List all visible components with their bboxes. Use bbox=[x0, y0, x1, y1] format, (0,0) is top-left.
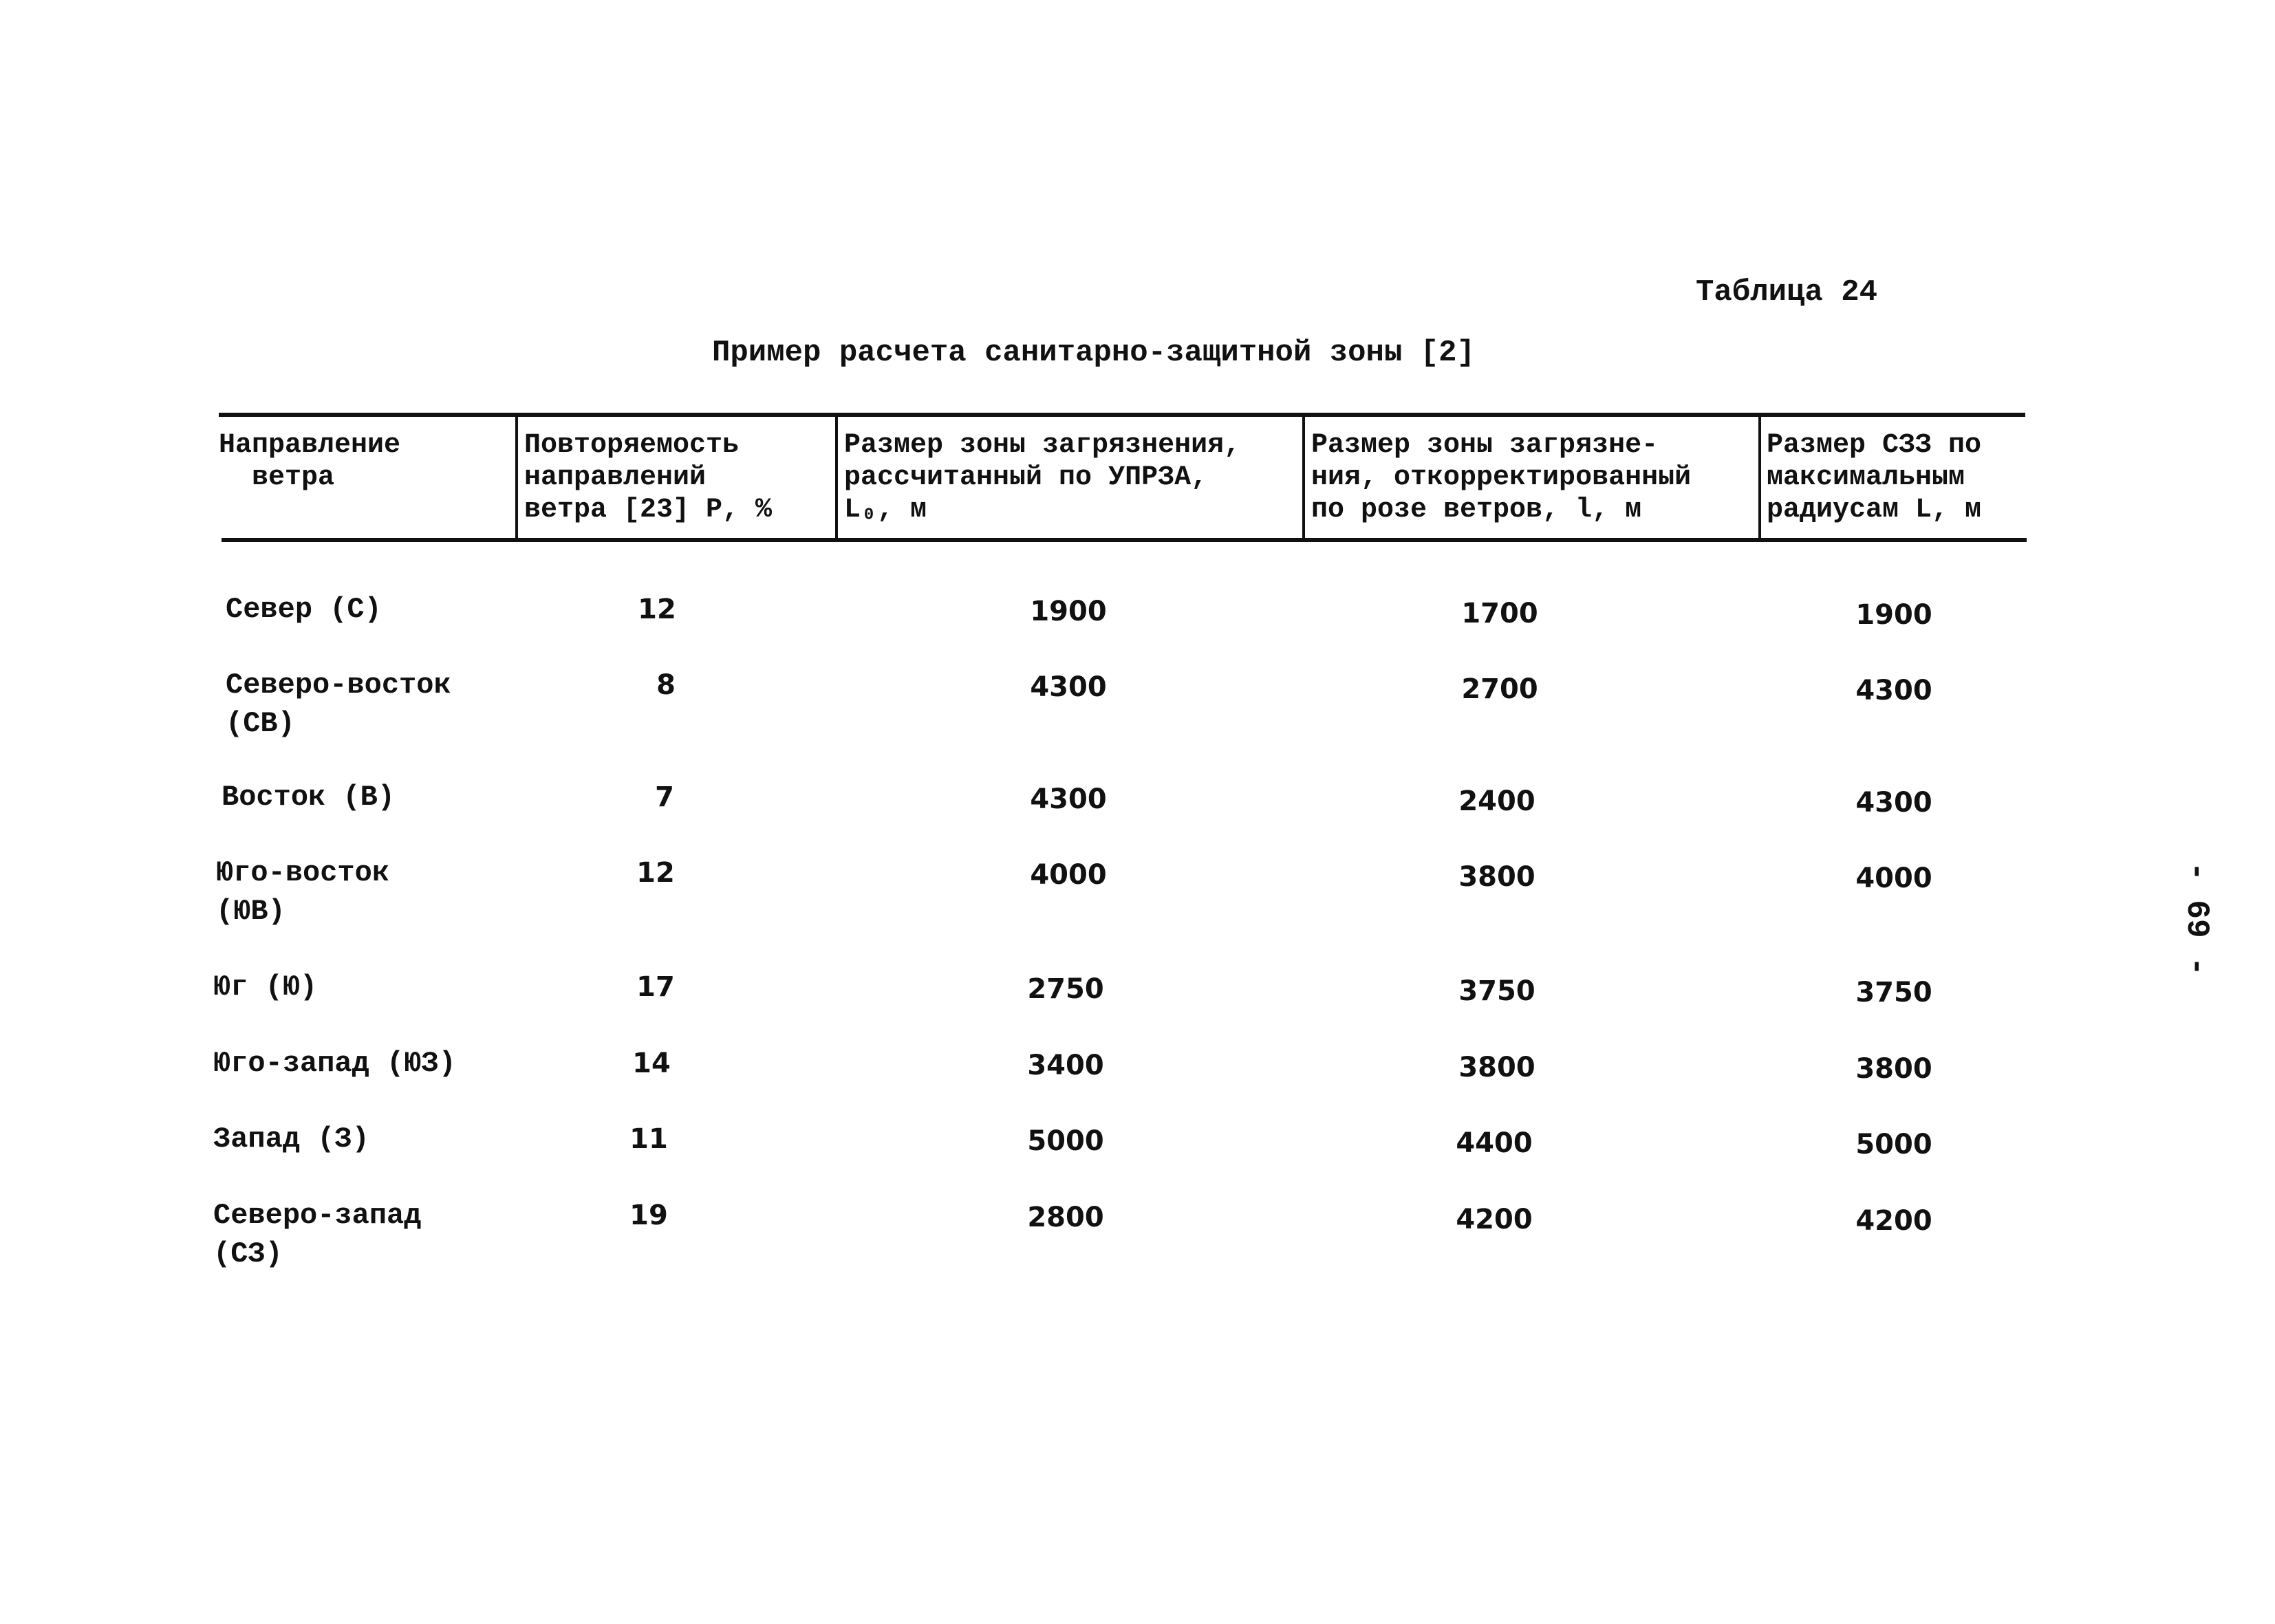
table-label: Таблица 24 bbox=[1696, 275, 1878, 310]
cell-direction: Восток (В) bbox=[222, 781, 396, 814]
cell-direction: Северо-восток (СВ) bbox=[226, 669, 451, 740]
cell-zone-size-calculated: 1900 bbox=[1030, 596, 1107, 627]
cell-direction: Юго-восток (ЮВ) bbox=[216, 856, 390, 928]
header-zone-size-corrected: Размер зоны загрязне- ния, откорректированный по розе ветров, l, м bbox=[1311, 430, 1692, 526]
column-divider bbox=[1758, 414, 1761, 539]
cell-szz-size: 4300 bbox=[1855, 675, 1932, 706]
cell-szz-size: 3750 bbox=[1855, 977, 1932, 1008]
cell-frequency: 17 bbox=[636, 971, 675, 1003]
column-divider bbox=[515, 414, 518, 539]
cell-zone-size-calculated: 2800 bbox=[1027, 1202, 1104, 1233]
cell-zone-size-calculated: 4300 bbox=[1030, 783, 1107, 815]
column-divider bbox=[1302, 414, 1305, 539]
table-top-rule bbox=[219, 413, 2025, 417]
header-zone-size-calculated: Размер зоны загрязнения, рассчитанный по УПРЗА, L₀, м bbox=[844, 430, 1241, 526]
cell-zone-size-calculated: 2750 bbox=[1027, 973, 1104, 1005]
cell-direction: Север (С) bbox=[226, 593, 382, 626]
cell-zone-size-calculated: 3400 bbox=[1027, 1050, 1104, 1081]
cell-szz-size: 1900 bbox=[1855, 599, 1932, 631]
page-number: - 69 - bbox=[2178, 862, 2214, 976]
cell-szz-size: 4300 bbox=[1855, 787, 1932, 819]
cell-frequency: 14 bbox=[632, 1048, 671, 1079]
cell-zone-size-corrected: 3800 bbox=[1458, 1052, 1535, 1083]
cell-szz-size: 4000 bbox=[1855, 863, 1932, 894]
cell-frequency: 19 bbox=[629, 1200, 668, 1231]
cell-zone-size-corrected: 4400 bbox=[1456, 1127, 1533, 1159]
header-szz-size: Размер СЗЗ по максимальным радиусам L, м bbox=[1767, 430, 1982, 526]
cell-szz-size: 4200 bbox=[1855, 1205, 1932, 1237]
cell-direction: Запад (З) bbox=[213, 1123, 369, 1156]
cell-zone-size-corrected: 2400 bbox=[1458, 786, 1535, 817]
cell-frequency: 8 bbox=[656, 669, 676, 701]
cell-frequency: 12 bbox=[636, 857, 675, 889]
cell-zone-size-corrected: 2700 bbox=[1461, 673, 1538, 705]
cell-frequency: 7 bbox=[655, 781, 674, 813]
cell-zone-size-corrected: 3750 bbox=[1458, 975, 1535, 1007]
cell-direction: Северо-запад (СЗ) bbox=[213, 1199, 422, 1270]
cell-frequency: 11 bbox=[629, 1123, 668, 1155]
cell-zone-size-corrected: 3800 bbox=[1458, 861, 1535, 893]
cell-zone-size-corrected: 1700 bbox=[1461, 598, 1538, 629]
column-divider bbox=[835, 414, 838, 539]
cell-szz-size: 3800 bbox=[1855, 1053, 1932, 1085]
cell-szz-size: 5000 bbox=[1855, 1129, 1932, 1160]
cell-direction: Юг (Ю) bbox=[213, 971, 318, 1004]
header-frequency: Повторяемость направлений ветра [23] Р, % bbox=[524, 430, 773, 526]
cell-zone-size-calculated: 4300 bbox=[1030, 671, 1107, 703]
cell-zone-size-corrected: 4200 bbox=[1456, 1204, 1533, 1235]
cell-direction: Юго-запад (ЮЗ) bbox=[213, 1047, 456, 1080]
header-direction: Направление ветра bbox=[219, 430, 401, 493]
cell-zone-size-calculated: 5000 bbox=[1027, 1125, 1104, 1157]
cell-zone-size-calculated: 4000 bbox=[1030, 859, 1107, 891]
table-title: Пример расчета санитарно-защитной зоны [2] bbox=[712, 336, 1475, 370]
table-header-rule bbox=[222, 538, 2027, 542]
cell-frequency: 12 bbox=[638, 594, 676, 625]
